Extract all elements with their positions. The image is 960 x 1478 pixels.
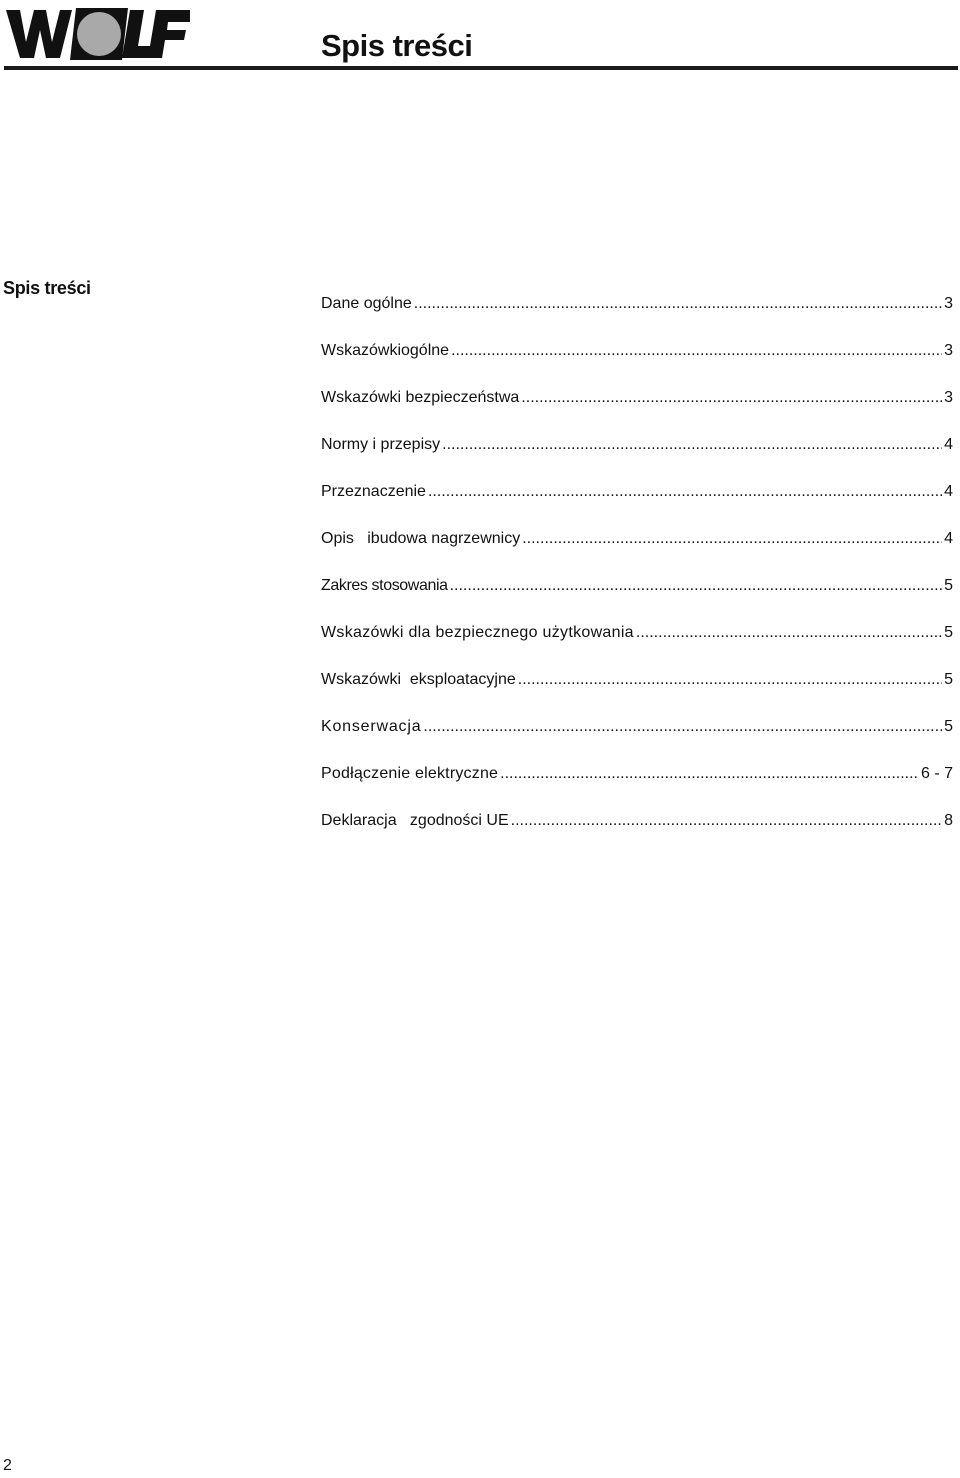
toc-page: 5 — [944, 671, 953, 688]
toc-page: 5 — [944, 718, 953, 735]
table-of-contents — [321, 295, 953, 859]
toc-label: Wskazówkiogólne — [321, 342, 450, 359]
toc-label: Podłączenie elektryczne — [321, 765, 499, 782]
toc-label: Konserwacja — [321, 718, 422, 735]
toc-leader-dots — [428, 483, 942, 501]
toc-page: 3 — [944, 295, 953, 312]
toc-label: Wskazówki eksploatacyjne — [321, 671, 516, 688]
toc-leader-dots — [636, 624, 942, 642]
toc-leader-dots — [521, 389, 942, 407]
toc-leader-dots — [500, 765, 919, 783]
toc-page: 5 — [944, 624, 953, 641]
toc-leader-dots — [414, 295, 942, 313]
toc-entry-bezpieczne-uzytkowanie[interactable] — [321, 624, 953, 671]
toc-page: 6 - 7 — [920, 765, 953, 782]
toc-entry-przeznaczenie[interactable] — [321, 483, 953, 530]
toc-entry-konserwacja[interactable] — [321, 718, 953, 765]
toc-page: 4 — [944, 483, 953, 500]
toc-leader-dots — [522, 530, 942, 548]
toc-label: Normy i przepisy — [321, 436, 441, 453]
wolf-logo — [6, 6, 190, 62]
toc-leader-dots — [450, 577, 943, 595]
header-divider — [4, 66, 958, 70]
toc-entry-dane-ogolne[interactable] — [321, 295, 953, 342]
toc-page: 3 — [944, 342, 953, 359]
toc-label: Zakres stosowania — [321, 577, 448, 594]
section-heading: Spis treści — [3, 278, 91, 298]
toc-entry-podlaczenie-elektryczne[interactable] — [321, 765, 953, 812]
toc-label: Dane ogólne — [321, 295, 412, 312]
toc-entry-zakres-stosowania[interactable] — [321, 577, 953, 624]
toc-entry-normy-i-przepisy[interactable] — [321, 436, 953, 483]
toc-leader-dots — [511, 812, 942, 830]
toc-label: Opis ibudowa nagrzewnicy — [321, 530, 521, 547]
toc-leader-dots — [518, 671, 942, 689]
toc-label: Przeznaczenie — [321, 483, 426, 500]
toc-page: 5 — [944, 577, 953, 594]
toc-entry-opis-i-budowa[interactable] — [321, 530, 953, 577]
toc-leader-dots — [442, 436, 942, 454]
toc-label: Wskazówki dla bezpiecznego użytkowania — [321, 624, 634, 641]
toc-entry-wskazowki-eksploatacyjne[interactable] — [321, 671, 953, 718]
toc-page: 4 — [944, 530, 953, 547]
toc-label: Wskazówki bezpieczeństwa — [321, 389, 520, 406]
toc-entry-wskazowki-ogolne[interactable] — [321, 342, 953, 389]
toc-label: Deklaracja zgodności UE — [321, 812, 509, 829]
toc-entry-wskazowki-bezpieczenstwa[interactable] — [321, 389, 953, 436]
toc-page: 8 — [944, 812, 953, 829]
page-title: Spis treści — [321, 28, 473, 63]
toc-leader-dots — [423, 718, 942, 736]
toc-leader-dots — [451, 342, 942, 360]
toc-page: 3 — [944, 389, 953, 406]
toc-page: 4 — [944, 436, 953, 453]
toc-entry-deklaracja-zgodnosci[interactable] — [321, 812, 953, 859]
page-number: 2 — [3, 1457, 12, 1474]
